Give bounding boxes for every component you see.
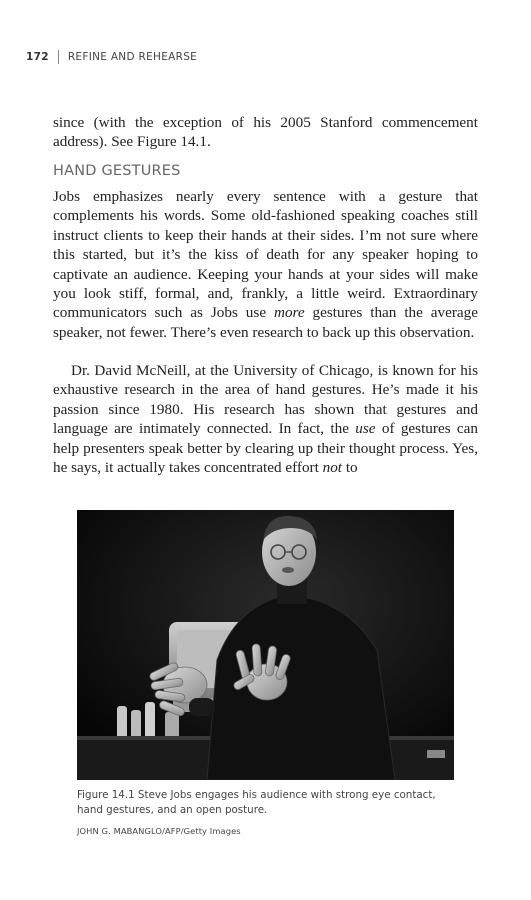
page-number: 172 [26, 51, 49, 63]
emphasis-text: use [355, 420, 376, 438]
running-head-title: REFINE AND REHEARSE [67, 51, 198, 63]
paragraph-text: to [342, 459, 358, 477]
paragraph-text: Jobs emphasizes nearly every sentence with a gesture that complements his words. Some old-fashioned speaking coaches still instruct clients to keep their hands at their sides. I’m not sure where this started, but it’s the kiss of death for any speaker hoping to captivate an audience. Keeping your hands at your sides will make you look stiff, formal, and, frankly, a little weird. Extraordinary communicators such as Jobs use [53, 188, 478, 322]
header-divider [58, 50, 59, 64]
running-head [26, 50, 197, 64]
figure-caption: Figure 14.1 Steve Jobs engages his audience with strong eye contact, hand gestures, and an open posture. [77, 789, 436, 816]
paragraph-text: gestures than the average speaker, not fewer. There’s even research to back up this observation. [53, 304, 478, 341]
photo-credit: JOHN G. MABANGLO/AFP/Getty Images [77, 826, 241, 836]
emphasis-text: not [322, 459, 343, 477]
paragraph-text: of gestures can help presenters speak better by clearing up their thought process. Yes, he says, it actually takes concentrated effort [53, 420, 478, 477]
section-heading: HAND GESTURES [53, 163, 181, 179]
photo-illustration [77, 510, 454, 780]
emphasis-text: more [273, 304, 305, 322]
paragraph-text: Dr. David McNeill, at the University of Chicago, is known for his exhaustive research in the area of hand gestures. He’s made it his passion since 1980. His research has shown that gestures and language are intimately connected. In fact, the [53, 362, 478, 438]
figure-photo [77, 510, 454, 780]
continuation-paragraph: since (with the exception of his 2005 Stanford commencement address). See Figure 14.1. [53, 114, 478, 151]
body-paragraph-2 [53, 361, 478, 477]
body-paragraph-1 [53, 187, 478, 342]
